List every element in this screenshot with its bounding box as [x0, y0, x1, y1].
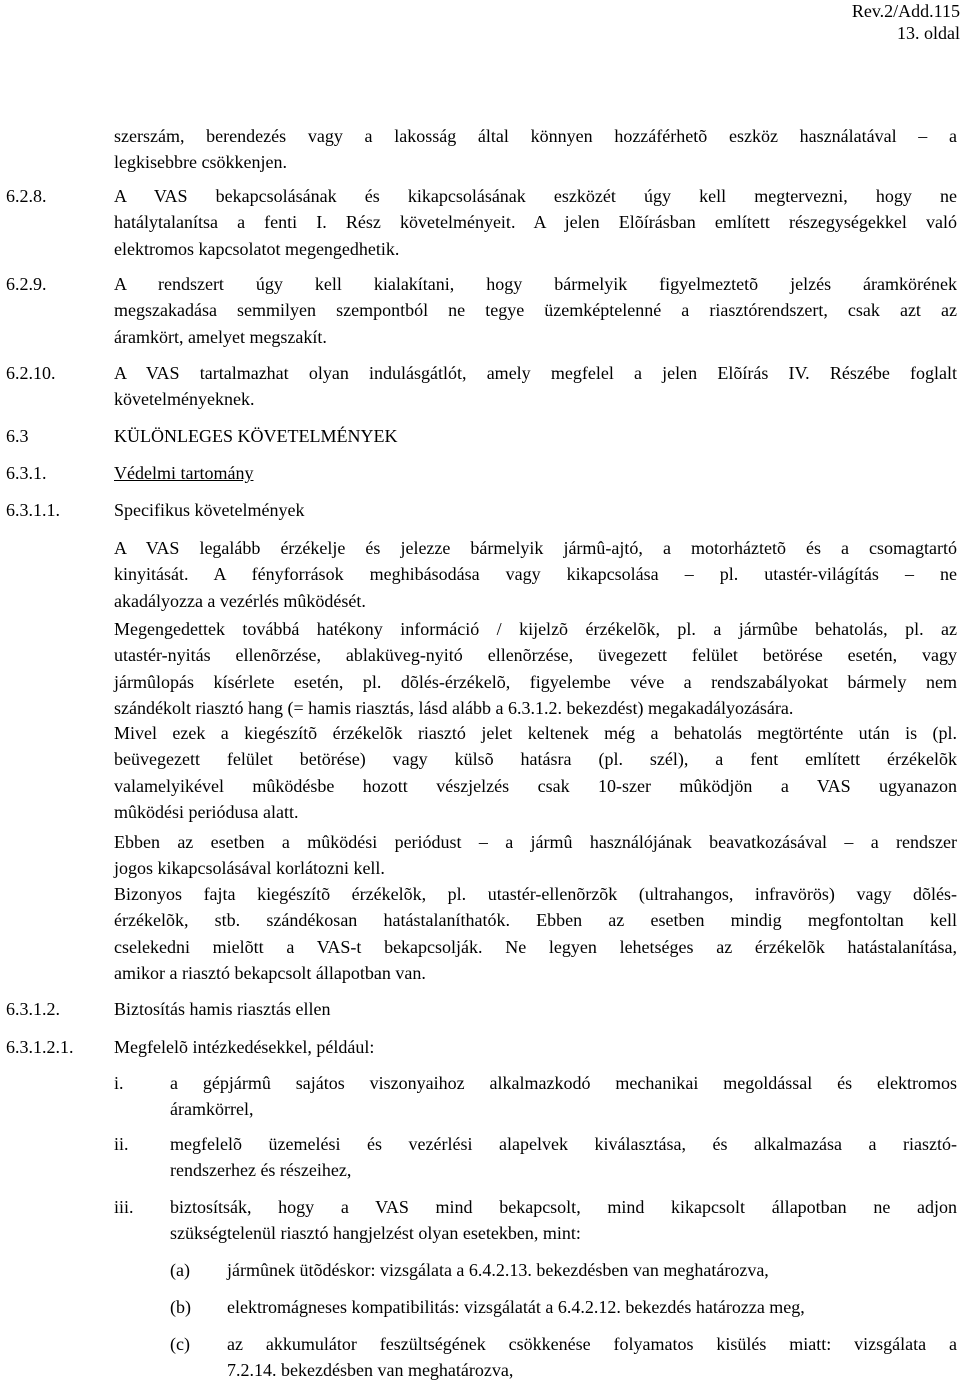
- text-line: amikor a riasztó bekapcsolt állapotban van.: [114, 962, 426, 983]
- text-line: áramkörrel,: [170, 1099, 254, 1120]
- text-line: 7.2.14. bekezdésben van meghatározva,: [227, 1360, 514, 1381]
- text-line: megfelelõ üzemelési és vezérlési alapelvek kiválasztása, és alkalmazása a riasztó-: [170, 1134, 957, 1154]
- text-line: legkisebbre csökkenjen.: [114, 152, 287, 173]
- section-number: 6.2.9.: [6, 274, 47, 294]
- list-item: [170, 1131, 957, 1184]
- section-number: 6.2.10.: [6, 363, 56, 383]
- body-paragraph: [114, 535, 957, 614]
- sub-item: jármûnek ütõdéskor: vizsgálata a 6.4.2.13. bekezdésben van meghatározva,: [227, 1260, 769, 1280]
- text-line: jármûlopás kísérlete esetén, pl. dõlés-érzékelõ, figyelembe véve a rendszabályokat bármely nem: [114, 671, 957, 692]
- text-line: kinyitását. A fényforrások meghibásodása vagy kikapcsolása – pl. utastér-világítás – ne: [114, 564, 957, 585]
- text-line: jogos kikapcsolásával korlátozni kell.: [114, 858, 385, 879]
- text-line: A rendszert úgy kell kialakítani, hogy bármelyik figyelmeztetõ jelzés áramkörének: [114, 274, 957, 294]
- revision-label: Rev.2/Add.115: [851, 1, 960, 21]
- text-line: valamelyikével mûködésbe hozott vészjelzés csak 10-szer mûködjön a VAS ugyanazon: [114, 775, 957, 796]
- list-item-label: iii.: [114, 1197, 134, 1217]
- section-number: 6.3.1.: [6, 463, 47, 483]
- section-heading: KÜLÖNLEGES KÖVETELMÉNYEK: [114, 426, 398, 446]
- body-paragraph: [114, 881, 957, 986]
- sub-item: [227, 1331, 957, 1384]
- text-line: szükségtelenül riasztó hangjelzést olyan esetekben, mint:: [170, 1223, 581, 1244]
- section-heading: Specifikus követelmények: [114, 500, 305, 520]
- text-line: cselekedni mielõtt a VAS-t bekapcsolják. Ne legyen lehetséges az érzékelõk hatástalanítása,: [114, 936, 957, 957]
- list-item: [170, 1070, 957, 1123]
- text-line: Ebben az esetben a mûködési periódust – a jármû használójának beavatkozásával – a rendszer: [114, 832, 957, 852]
- section-6-2-10: [114, 360, 957, 413]
- text-line: szándékolt riasztó hang (= hamis riasztás, lásd alább a 6.3.1.2. bekezdést) megakadályozására.: [114, 697, 794, 718]
- sub-item-label: (c): [170, 1334, 190, 1354]
- section-heading: Biztosítás hamis riasztás ellen: [114, 999, 331, 1019]
- section-6-2-8: [114, 183, 957, 262]
- text-line: áramkört, amelyet megszakít.: [114, 326, 327, 347]
- list-item: [170, 1194, 957, 1247]
- text-line: rendszerhez és részeihez,: [170, 1160, 352, 1181]
- text-line: A VAS tartalmazhat olyan indulásgátlót, amely megfelel a jelen Elõírás IV. Részébe foglalt: [114, 363, 957, 383]
- text-line: a gépjármû sajátos viszonyaihoz alkalmazkodó mechanikai megoldással és elektromos: [170, 1073, 957, 1093]
- text-line: A VAS legalább érzékelje és jelezze bármelyik jármû-ajtó, a motorháztetõ és a csomagtartó: [114, 538, 957, 558]
- section-number: 6.3.1.2.1.: [6, 1037, 74, 1057]
- section-number: 6.3.1.1.: [6, 500, 60, 520]
- text-line: megszakadása semmilyen szempontból ne tegye üzemképtelenné a riasztórendszert, csak azt az: [114, 300, 957, 321]
- section-heading: Védelmi tartomány: [114, 463, 254, 483]
- text-line: szerszám, berendezés vagy a lakosság által könnyen hozzáférhetõ eszköz használatával – a: [114, 126, 957, 146]
- body-paragraph: [114, 720, 957, 825]
- text-line: elektromos kapcsolatot megengedhetik.: [114, 238, 400, 259]
- text-line: mûködési periódusa alatt.: [114, 801, 299, 822]
- sub-item: elektromágneses kompatibilitás: vizsgálatát a 6.4.2.12. bekezdés határozza meg,: [227, 1297, 805, 1317]
- text-line: érzékelõk, stb. szándékosan hatástalaníthatók. Ebben az esetben mindig megfontoltan kell: [114, 910, 957, 931]
- section-number: 6.3.1.2.: [6, 999, 60, 1019]
- text-line: biztosítsák, hogy a VAS mind bekapcsolt, mind kikapcsolt állapotban ne adjon: [170, 1197, 957, 1217]
- text-line: Bizonyos fajta kiegészítõ érzékelõk, pl. utastér-ellenõrzõk (ultrahangos, infravörös) vagy dõlés-: [114, 884, 957, 904]
- list-item-label: ii.: [114, 1134, 129, 1154]
- text-line: akadályozza a vezérlés mûködését.: [114, 590, 366, 611]
- sub-item-label: (b): [170, 1297, 191, 1317]
- text-line: Megengedettek továbbá hatékony információ / kijelzõ érzékelõk, pl. a jármûbe behatolás, pl. az: [114, 619, 957, 639]
- text-line: Mivel ezek a kiegészítõ érzékelõk riasztó jelet keltenek még a behatolás megtörténte után is (pl.: [114, 723, 957, 743]
- text-line: követelményeknek.: [114, 389, 255, 410]
- section-number: 6.2.8.: [6, 186, 47, 206]
- text-line: hatálytalanítsa a fenti I. Rész követelményeit. A jelen Elõírásban említett részegységekkel való: [114, 212, 957, 233]
- text-line: beüvegezett felület betörése) vagy külsõ hatásra (pl. szél), a fent említett érzékelõk: [114, 749, 957, 770]
- page-header: [852, 0, 960, 44]
- body-paragraph: [114, 616, 957, 721]
- sub-item-label: (a): [170, 1260, 190, 1280]
- text-line: A VAS bekapcsolásának és kikapcsolásának eszközét úgy kell megtervezni, hogy ne: [114, 186, 957, 206]
- section-6-2-9: [114, 271, 957, 350]
- text-line: az akkumulátor feszültségének csökkenése folyamatos kisülés miatt: vizsgálata a: [227, 1334, 957, 1354]
- section-heading: Megfelelõ intézkedésekkel, például:: [114, 1037, 375, 1057]
- text-line: utastér-nyitás ellenõrzése, ablaküveg-nyitó ellenõrzése, üvegezett felület betörése esetén, vagy: [114, 645, 957, 666]
- page-number: 13. oldal: [897, 23, 960, 43]
- section-number: 6.3: [6, 426, 29, 446]
- list-item-label: i.: [114, 1073, 124, 1093]
- intro-paragraph: [114, 123, 957, 176]
- body-paragraph: [114, 829, 957, 882]
